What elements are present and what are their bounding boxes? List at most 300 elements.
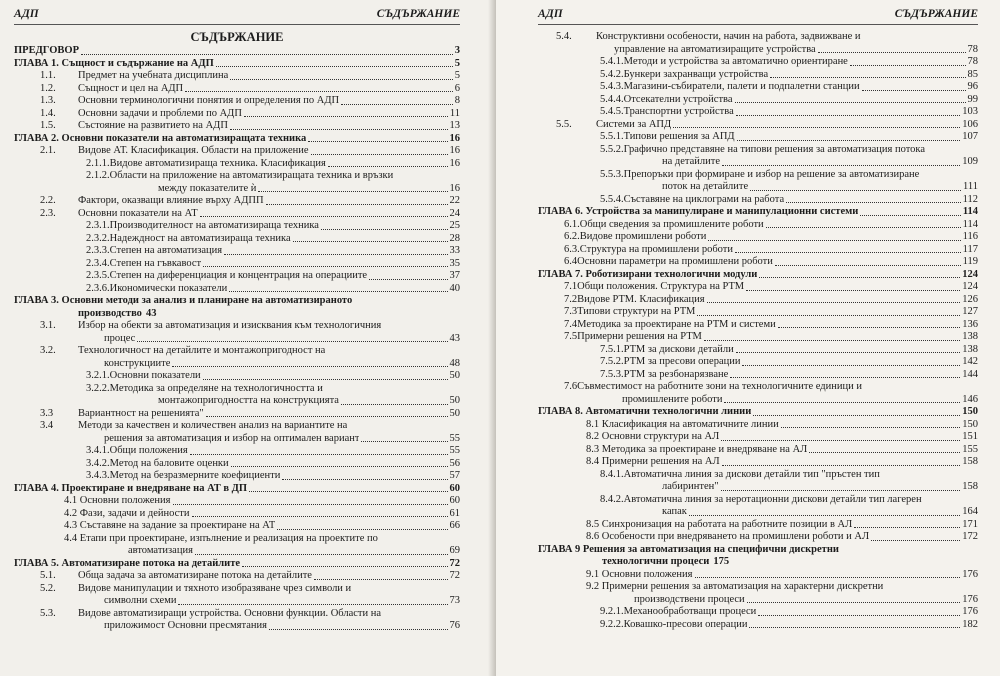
toc-page-number: 103 (962, 106, 978, 117)
toc-entry-title: Общи сведения за промишлените роботи (579, 218, 764, 230)
toc-chapter-entry (14, 295, 460, 320)
toc-page-number: 11 (449, 107, 460, 119)
dot-leader (206, 416, 448, 417)
toc-entry (538, 569, 978, 582)
toc-entry-title: ГЛАВА 5. Автоматизиране потока на детайлите (14, 557, 241, 569)
toc-entry-title-continued: поток на детайлите (662, 181, 749, 192)
toc-entry-title: 3.2.1.Основни показатели (86, 370, 201, 381)
toc-entry (538, 369, 978, 382)
dot-leader (704, 340, 960, 341)
toc-entry (538, 469, 978, 494)
dot-leader (809, 452, 960, 453)
toc-entry (538, 431, 978, 444)
toc-page-number: 182 (962, 618, 978, 630)
toc-entry-title-continued: приложимост Основни пресмятания (104, 620, 267, 631)
toc-entry-title: Видове РТМ. Класификация (577, 293, 705, 305)
toc-entry-title: 9.2.2.Ковашко-пресови операции (600, 618, 748, 630)
toc-entry-number: 6.3. (564, 243, 580, 255)
toc-page-number: 5 (454, 57, 460, 69)
toc-page-number: 78 (967, 56, 978, 67)
toc-page-number: 117 (962, 243, 978, 255)
toc-entry (14, 320, 460, 345)
toc-page-number: 57 (449, 470, 460, 481)
toc-entry-number: 2.2. (40, 195, 56, 206)
toc-chapter-entry (538, 544, 978, 569)
dot-leader (277, 529, 447, 530)
toc-page-number: 119 (962, 256, 978, 267)
dot-leader (341, 404, 448, 405)
dot-leader (850, 65, 966, 66)
toc-page-number: 76 (449, 620, 460, 631)
dot-leader (862, 90, 966, 91)
toc-page-number: 114 (962, 218, 978, 230)
toc-entry (14, 408, 460, 421)
toc-entry-number: 5.4. (556, 31, 572, 42)
toc-page-number: 25 (449, 220, 460, 231)
toc-page-number: 155 (962, 443, 978, 455)
toc-entry-title: Структура на промишлени роботи (579, 243, 733, 255)
toc-entry (14, 533, 460, 558)
toc-entry (14, 345, 460, 370)
dot-leader (216, 66, 453, 67)
toc-page-number: 176 (962, 568, 978, 580)
toc-entry-title: Предмет на учебната дисциплина (78, 70, 229, 81)
toc-entry-title-continued: производство (78, 307, 142, 319)
toc-entry-number: 7.2 (564, 293, 578, 305)
dot-leader (195, 554, 448, 555)
dot-leader (81, 54, 453, 55)
toc-page-number: 146 (962, 393, 978, 405)
toc-page-number: 73 (449, 595, 460, 606)
toc-entry (14, 95, 460, 108)
header-left-text: АДП (538, 8, 563, 20)
toc-entry-title: Методика за проектиране на РТМ и системи (577, 318, 776, 330)
toc-entry-title: 5.4.1.Методи и устройства за автоматично ориентиране (600, 56, 848, 67)
toc-entry (538, 131, 978, 144)
dot-leader (759, 277, 960, 278)
dot-leader (749, 627, 960, 628)
dot-leader (293, 241, 448, 242)
toc-entry (538, 244, 978, 257)
toc-entry (538, 356, 978, 369)
toc-page-number: 55 (449, 432, 460, 444)
dot-leader (203, 266, 447, 267)
toc-entry (14, 383, 460, 408)
dot-leader (231, 466, 448, 467)
toc-entry (14, 270, 460, 283)
toc-entry (538, 344, 978, 357)
toc-entry (14, 245, 460, 258)
toc-entry (538, 81, 978, 94)
toc-entry-title: Състояние на развитието на АДП (78, 120, 228, 131)
dot-leader (818, 52, 966, 53)
toc-entry-title: Примерни решения на РТМ (577, 331, 702, 342)
toc-entry (14, 508, 460, 521)
toc-page-number: 124 (962, 268, 978, 280)
toc-list-left (14, 45, 460, 633)
dot-leader (341, 104, 453, 105)
toc-page-number: 138 (962, 343, 978, 355)
toc-page-number: 114 (962, 206, 978, 217)
toc-entry-title-continued: символни схеми (104, 595, 177, 606)
toc-entry (538, 194, 978, 207)
toc-entry-title: Видове АТ. Класификация. Области на приложение (78, 145, 309, 156)
toc-entry-number: 7.3 (564, 306, 578, 317)
dot-leader (311, 154, 448, 155)
toc-page-number: 144 (962, 368, 978, 380)
toc-entry (14, 445, 460, 458)
toc-entry-title: 2.3.6.Икономически показатели (86, 282, 228, 294)
toc-page-number: 112 (962, 193, 978, 205)
toc-chapter-entry (14, 58, 460, 71)
toc-entry-title: ГЛАВА 9 Решения за автоматизация на специфични дискретни (538, 543, 839, 555)
left-page (0, 0, 496, 676)
toc-page-number: 150 (962, 418, 978, 430)
toc-entry-number: 2.1. (40, 145, 56, 156)
toc-page-number: 72 (449, 557, 460, 569)
toc-page-number: 33 (449, 245, 460, 256)
toc-page-number: 111 (963, 181, 978, 192)
toc-page-number: 43 (145, 307, 157, 319)
toc-entry (538, 281, 978, 294)
toc-chapter-entry (14, 45, 460, 58)
dot-leader (786, 202, 960, 203)
toc-page-number: 72 (449, 570, 460, 581)
dot-leader (203, 379, 448, 380)
dot-leader (328, 166, 448, 167)
toc-page-number: 37 (449, 270, 460, 281)
toc-page-number: 127 (962, 306, 978, 317)
toc-entry-title: 8.4.2.Автоматична линия за неротационни дискови детайли тип лагерен (600, 493, 922, 505)
toc-page-number: 3 (454, 45, 460, 56)
toc-entry-number: 3.1. (40, 320, 56, 331)
running-header (538, 8, 978, 25)
toc-entry-title: 2.3.3.Степен на автоматизация (86, 245, 223, 256)
toc-entry-title: Обща задача за автоматизиране потока на детайлите (78, 570, 312, 581)
toc-entry-number: 3.3 (40, 407, 54, 419)
toc-entry (14, 495, 460, 508)
toc-entry (14, 233, 460, 246)
toc-entry-title: ПРЕДГОВОР (14, 45, 79, 56)
toc-entry-title: 2.3.4.Степен на гъвкавост (86, 257, 202, 269)
toc-entry-number: 7.1 (564, 281, 578, 292)
toc-entry-title: Основни задачи и проблеми по АДП (78, 107, 242, 119)
toc-entry-number: 3.2. (40, 345, 56, 356)
toc-chapter-entry (14, 133, 460, 146)
toc-page-number: 109 (962, 156, 978, 167)
toc-entry-title: 8.4 Примерни решения на АЛ (586, 456, 720, 467)
toc-entry-title-continued: управление на автоматизиращите устройства (614, 43, 816, 55)
toc-list-right (538, 31, 978, 631)
dot-leader (854, 527, 960, 528)
dot-leader (258, 191, 447, 192)
toc-entry-title: 3.2.2.Методика за определяне на технологичността и (86, 382, 323, 394)
toc-entry (538, 531, 978, 544)
dot-leader (314, 579, 448, 580)
toc-entry (14, 258, 460, 271)
toc-entry (14, 158, 460, 171)
dot-leader (735, 252, 961, 253)
toc-entry (14, 83, 460, 96)
toc-page-number: 151 (962, 431, 978, 442)
toc-page-number: 5 (454, 70, 460, 81)
dot-leader (192, 516, 448, 517)
toc-entry-number: 5.1. (40, 570, 56, 581)
toc-entry-title: Общи положения. Структура на РТМ (577, 281, 745, 292)
toc-entry-title: Системи за АПД (596, 118, 672, 130)
toc-page-number: 176 (962, 593, 978, 605)
toc-entry (538, 31, 978, 56)
toc-page-number: 124 (962, 281, 978, 292)
dot-leader (249, 491, 447, 492)
toc-entry-title-continued: промишлените роботи (622, 393, 723, 405)
toc-entry-title-continued: решения за автоматизация и избор на оптимален вариант (104, 432, 360, 444)
dot-leader (308, 141, 447, 142)
dot-leader (172, 366, 447, 367)
toc-entry-title: 2.3.5.Степен на диференциация и концентрация на операциите (86, 270, 368, 281)
toc-entry-title-continued: производствени процеси (634, 593, 745, 605)
toc-entry (14, 208, 460, 221)
toc-page-number: 78 (967, 43, 978, 55)
dot-leader (871, 540, 960, 541)
toc-chapter-entry (14, 483, 460, 496)
toc-entry (14, 108, 460, 121)
toc-page-number: 55 (449, 445, 460, 456)
toc-entry-title: 4.1 Основни положения (64, 495, 171, 506)
toc-entry-title-continued: капак (662, 506, 687, 517)
toc-entry-number: 3.4 (40, 420, 54, 431)
toc-entry-title: Основни терминологични понятия и определения по АДП (78, 95, 340, 106)
toc-entry-title: Конструктивни особености, начин на работа, задвижване и (596, 31, 861, 42)
toc-entry-title-continued: технологични процеси (602, 556, 710, 567)
toc-entry (538, 56, 978, 69)
toc-page-number: 176 (962, 606, 978, 617)
toc-entry (538, 119, 978, 132)
toc-entry-title: 8.3 Методика за проектиране и внедряване на АЛ (586, 443, 808, 455)
toc-page-number: 96 (967, 81, 978, 92)
toc-page-number: 106 (962, 118, 978, 130)
toc-entry-title-continued: между показателите ѝ (158, 182, 257, 194)
toc-entry-number: 5.5. (556, 118, 572, 130)
dot-leader (200, 216, 448, 217)
toc-page-number: 43 (449, 332, 460, 344)
toc-page-number: 150 (962, 406, 978, 417)
toc-entry-number: 1.2. (40, 82, 56, 94)
toc-chapter-entry (538, 406, 978, 419)
dot-leader (242, 566, 447, 567)
toc-entry (14, 370, 460, 383)
toc-entry-title: 8.4.1.Автоматична линия за дискови детайли тип "пръстен тип (600, 468, 880, 480)
toc-entry (14, 195, 460, 208)
toc-entry-title: ГЛАВА 3. Основни методи за анализ и планиране на автоматизираното (14, 295, 353, 306)
dot-leader (736, 352, 960, 353)
toc-entry (14, 458, 460, 471)
toc-entry-title: 5.4.2.Бункери захранващи устройства (600, 68, 769, 80)
header-left-text: АДП (14, 8, 39, 20)
toc-entry (538, 519, 978, 532)
dot-leader (224, 254, 447, 255)
dot-leader (695, 577, 961, 578)
dot-leader (775, 265, 961, 266)
toc-entry (538, 256, 978, 269)
toc-entry-title: 3.4.2.Метод на баловите оценки (86, 457, 229, 469)
dot-leader (282, 479, 447, 480)
dot-leader (721, 440, 960, 441)
toc-page-number: 60 (449, 495, 460, 506)
toc-entry-number: 7.5 (564, 331, 578, 342)
toc-entry (538, 231, 978, 244)
toc-entry-title: Методи за качествен и количествен анализ на вариантите на (78, 420, 348, 431)
toc-entry-title: 4.4 Етапи при проектиране, изпълнение и реализация на проектите по (64, 532, 378, 544)
toc-title: СЪДЪРЖАНИЕ (190, 30, 284, 44)
toc-entry-number: 1.5. (40, 120, 56, 131)
dot-leader (673, 127, 960, 128)
toc-page-number: 56 (449, 457, 460, 469)
dot-leader (266, 204, 448, 205)
dot-leader (321, 229, 448, 230)
toc-entry-title: 3.4.3.Метод на безразмерните коефициенти (86, 470, 281, 481)
toc-page-number: 175 (713, 556, 730, 567)
toc-entry-title: Същност и цел на АДП (78, 82, 184, 94)
dot-leader (737, 140, 961, 141)
toc-page-number: 138 (962, 331, 978, 342)
toc-entry-title: Технологичност на детайлите и монтажопригодност на (78, 345, 326, 356)
toc-page-number: 126 (962, 293, 978, 305)
toc-entry-number: 6.1. (564, 218, 580, 230)
toc-entry-title: 8.5 Синхронизация на работата на работните позиции в АЛ (586, 518, 853, 530)
toc-page-number: 35 (449, 257, 460, 269)
toc-page-number: 8 (454, 95, 460, 106)
toc-entry-number: 5.2. (40, 582, 56, 594)
toc-entry (14, 220, 460, 233)
toc-entry-number: 1.1. (40, 70, 56, 81)
toc-entry (538, 106, 978, 119)
toc-entry-title: 5.5.4.Съставяне на циклограми на работа (600, 193, 785, 205)
toc-page-number: 16 (449, 145, 460, 156)
toc-chapter-entry (538, 269, 978, 282)
toc-entry-title: 4.3 Съставяне на задание за проектиране на АТ (64, 520, 276, 531)
toc-entry-title: 5.5.2.Графично представяне на типови решения за автоматизация потока (600, 143, 925, 155)
dot-leader (730, 377, 960, 378)
toc-entry-title: 8.1 Класификация на автоматичните линии (586, 418, 779, 430)
toc-page-number: 61 (449, 507, 460, 519)
toc-entry-number: 2.3. (40, 207, 56, 219)
toc-entry-title: ГЛАВА 7. Роботизирани технологични модули (538, 268, 758, 280)
toc-entry (538, 94, 978, 107)
toc-page-number: 164 (962, 506, 978, 517)
toc-entry-title: ГЛАВА 2. Основни показатели на автоматизиращата техника (14, 132, 307, 144)
toc-entry (538, 319, 978, 332)
toc-entry (538, 444, 978, 457)
toc-entry (538, 456, 978, 469)
toc-entry-title: Видове промишлени роботи (579, 231, 707, 242)
dot-leader (190, 454, 448, 455)
toc-page-number: 16 (449, 132, 460, 144)
dot-leader (185, 91, 453, 92)
toc-page-number: 50 (449, 395, 460, 406)
toc-entry-title: Видове манипулации и тяхното изобразяване чрез символи и (78, 582, 352, 594)
toc-entry-title: ГЛАВА 1. Същност и съдържание на АДП (14, 57, 214, 69)
toc-page-number: 142 (962, 356, 978, 367)
toc-entry-title: ГЛАВА 6. Устройства за манипулиране и манипулационни системи (538, 206, 859, 217)
toc-entry-title: 9.2 Примерни решения за автоматизация на характерни дискретни (586, 581, 884, 592)
toc-entry-title: 9.1 Основни положения (586, 568, 693, 580)
dot-leader (746, 290, 960, 291)
toc-entry (14, 120, 460, 133)
toc-entry-title: 2.3.2.Надеждност на автоматизираща техника (86, 232, 291, 244)
dot-leader (750, 190, 961, 191)
toc-entry-title: 8.6 Особености при внедряването на промишлени роботи и АЛ (586, 531, 870, 542)
toc-chapter-entry (538, 206, 978, 219)
toc-entry-number: 6.2. (564, 231, 580, 242)
toc-entry-title: Избор на обекти за автоматизация и изисквания към технологичния (78, 320, 382, 331)
toc-entry (14, 420, 460, 445)
dot-leader (722, 465, 961, 466)
toc-chapter-entry (14, 558, 460, 571)
toc-entry-title: Типови структури на РТМ (577, 306, 696, 317)
dot-leader (742, 365, 960, 366)
dot-leader (781, 427, 961, 428)
toc-entry-title: ГЛАВА 8. Автоматични технологични линии (538, 406, 752, 417)
dot-leader (735, 102, 966, 103)
toc-page-number: 28 (449, 232, 460, 244)
toc-entry-number: 1.4. (40, 107, 56, 119)
toc-entry-title: 5.4.5.Транспортни устройства (600, 106, 734, 117)
toc-entry-title-continued: автоматизация (128, 545, 193, 556)
toc-entry-title: 2.3.1.Производителност на автоматизираща техника (86, 220, 319, 231)
dot-leader (753, 415, 960, 416)
toc-page-number: 24 (449, 207, 460, 219)
toc-entry-title: 7.5.3.РТМ за резбонарязване (600, 368, 729, 380)
toc-entry-title: 7.5.1.РТМ за дискови детайли (600, 343, 734, 355)
toc-entry-number: 1.3. (40, 95, 56, 106)
toc-entry (538, 144, 978, 169)
toc-entry (14, 520, 460, 533)
toc-entry (538, 419, 978, 432)
toc-entry-title-continued: конструкциите (104, 357, 171, 369)
dot-leader (230, 129, 448, 130)
running-header (14, 8, 460, 25)
toc-entry (538, 619, 978, 632)
toc-entry-title: 5.5.3.Препоръки при формиране и избор на решение за автоматизиране (600, 168, 920, 180)
dot-leader (369, 279, 447, 280)
toc-entry (14, 283, 460, 296)
toc-entry-title: 3.4.1.Общи положения (86, 445, 188, 456)
toc-entry (14, 170, 460, 195)
toc-entry (538, 331, 978, 344)
dot-leader (269, 629, 448, 630)
dot-leader (244, 116, 448, 117)
dot-leader (697, 315, 960, 316)
dot-leader (766, 227, 961, 228)
toc-page-number: 99 (967, 93, 978, 105)
toc-entry-number: 7.6 (564, 381, 578, 392)
toc-entry-title: 2.1.2.Области на приложение на автоматизиращата техника и връзки (86, 170, 394, 181)
dot-leader (724, 402, 960, 403)
toc-page-number: 13 (449, 120, 460, 131)
toc-entry (14, 470, 460, 483)
toc-entry (538, 606, 978, 619)
toc-entry-title: 5.4.3.Магазини-събиратели, палети и подпалетни станции (600, 81, 860, 92)
dot-leader (722, 165, 960, 166)
toc-entry-title: 5.5.1.Типови решения за АПД (600, 131, 735, 142)
dot-leader (707, 302, 961, 303)
dot-leader (361, 441, 447, 442)
toc-entry (14, 608, 460, 633)
toc-entry (14, 145, 460, 158)
toc-entry (538, 219, 978, 232)
dot-leader (178, 604, 447, 605)
